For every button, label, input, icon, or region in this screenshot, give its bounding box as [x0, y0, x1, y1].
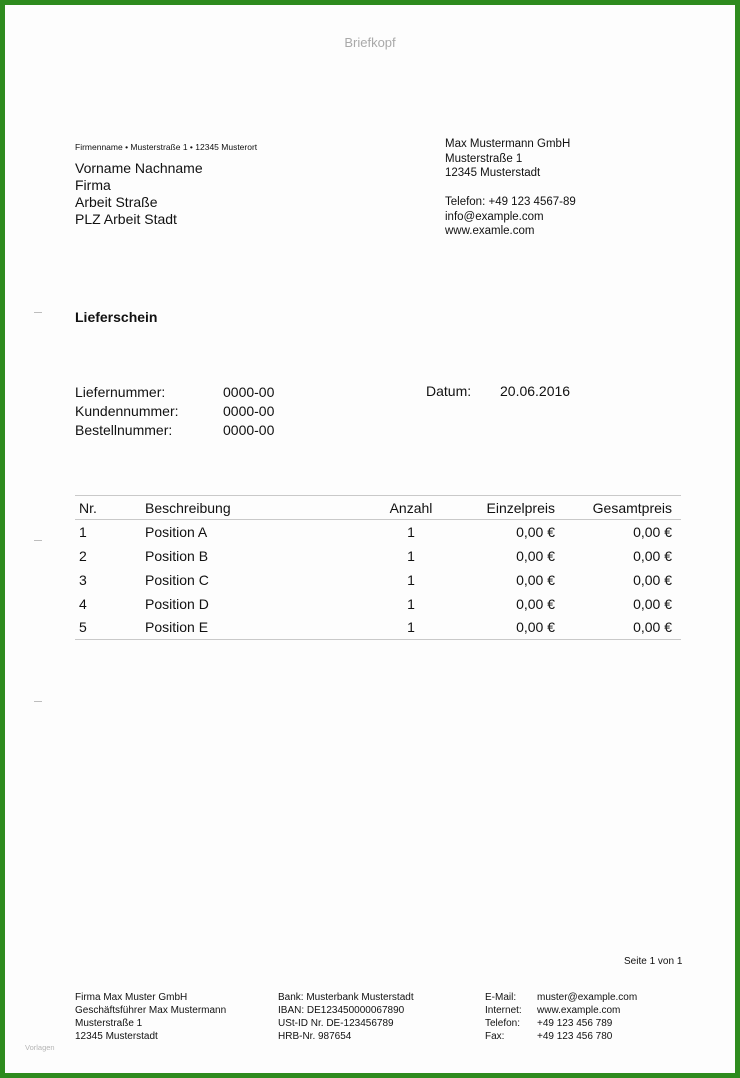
footer-contact-label: Fax:	[485, 1031, 505, 1042]
cell-total-price: 0,00 €	[561, 616, 681, 640]
recipient-street: Arbeit Straße	[75, 194, 158, 210]
footer-line: Firma Max Muster GmbH	[75, 992, 188, 1003]
cell-nr: 3	[79, 571, 87, 588]
meta-value: 0000-00	[223, 384, 275, 400]
date-value: 20.06.2016	[500, 383, 571, 399]
letterhead-placeholder: Briefkopf	[344, 35, 396, 50]
punch-mark	[34, 540, 42, 541]
recipient-company: Firma	[75, 177, 111, 193]
footer-company	[75, 991, 226, 1043]
cell-total-price: 0,00 €	[633, 523, 672, 540]
footer-line: 12345 Musterstadt	[75, 1031, 158, 1042]
recipient-address	[75, 160, 203, 228]
cell-description: Position E	[141, 616, 371, 640]
document-page	[5, 5, 735, 1073]
footer-contact-value: +49 123 456 789	[537, 1018, 613, 1029]
items-table	[75, 495, 681, 640]
footer-line: Bank: Musterbank Musterstadt	[278, 992, 414, 1003]
table-row	[75, 592, 681, 616]
footer-line: Geschäftsführer Max Mustermann	[75, 1005, 227, 1016]
fold-mark	[34, 312, 42, 313]
sender-return-line: Firmenname • Musterstraße 1 • 12345 Musterort	[75, 142, 258, 152]
cell-total-price: 0,00 €	[633, 571, 672, 588]
cell-unit-price: 0,00 €	[516, 571, 555, 588]
cell-quantity: 1	[407, 523, 415, 540]
cell-quantity: 1	[407, 571, 415, 588]
fold-mark	[34, 701, 42, 702]
meta-label: Bestellnummer:	[75, 422, 173, 438]
footer-line: HRB-Nr. 987654	[278, 1031, 352, 1042]
header-quantity: Anzahl	[371, 496, 451, 520]
meta-row	[75, 402, 274, 421]
cell-quantity: 1	[407, 595, 415, 612]
cell-nr: 5	[75, 616, 141, 640]
cell-nr: 1	[79, 523, 87, 540]
footer-contact-row	[485, 991, 637, 1004]
company-email: info@example.com	[445, 210, 544, 223]
meta-row	[75, 421, 274, 440]
footer-contact-label: Internet:	[485, 1005, 522, 1016]
header-nr: Nr.	[75, 496, 141, 520]
cell-total-price: 0,00 €	[633, 547, 672, 564]
cell-quantity: 1	[371, 616, 451, 640]
footer-line: IBAN: DE123450000067890	[278, 1005, 405, 1016]
meta-label: Liefernummer:	[75, 384, 166, 400]
cell-unit-price: 0,00 €	[451, 616, 561, 640]
company-info	[445, 137, 576, 239]
document-title: Lieferschein	[75, 309, 158, 325]
recipient-city: PLZ Arbeit Stadt	[75, 211, 177, 227]
footer-contact-row	[485, 1017, 637, 1030]
cell-description: Position B	[145, 547, 209, 564]
company-city: 12345 Musterstadt	[445, 167, 541, 179]
cell-unit-price: 0,00 €	[516, 595, 555, 612]
table-header-row	[75, 496, 681, 520]
company-web: www.examle.com	[445, 225, 535, 237]
cell-nr: 2	[79, 547, 87, 564]
table-row	[75, 616, 681, 640]
cell-nr: 4	[79, 595, 87, 612]
company-name: Max Mustermann GmbH	[445, 138, 571, 150]
document-meta	[75, 383, 274, 440]
footer-contact-value: muster@example.com	[537, 992, 638, 1003]
footer-line: Musterstraße 1	[75, 1018, 143, 1029]
cell-unit-price: 0,00 €	[516, 547, 555, 564]
footer-contact-value: +49 123 456 780	[537, 1031, 613, 1042]
footer-contact-value: www.example.com	[537, 1005, 621, 1016]
table-row	[75, 544, 681, 568]
table-row	[75, 520, 681, 544]
header-description: Beschreibung	[141, 496, 371, 520]
meta-label: Kundennummer:	[75, 403, 179, 419]
header-total-price: Gesamtpreis	[561, 496, 681, 520]
cell-quantity: 1	[407, 547, 415, 564]
cell-description: Position C	[145, 571, 209, 588]
header-unit-price: Einzelpreis	[451, 496, 561, 520]
company-street: Musterstraße 1	[445, 152, 523, 165]
meta-value: 0000-00	[223, 422, 275, 438]
meta-row	[75, 383, 274, 402]
footer-line: USt-ID Nr. DE-123456789	[278, 1018, 394, 1029]
footer-bank	[278, 991, 414, 1043]
page-number: Seite 1 von 1	[624, 956, 683, 967]
footer-contact-label: Telefon:	[485, 1018, 521, 1029]
cell-total-price: 0,00 €	[633, 595, 672, 612]
cell-description: Position D	[145, 595, 209, 612]
meta-value: 0000-00	[223, 403, 275, 419]
date-label: Datum:	[426, 383, 472, 399]
footer-contact-row	[485, 1030, 637, 1043]
draft-watermark: Vorlagen	[25, 1043, 55, 1052]
company-phone: Telefon: +49 123 4567-89	[445, 196, 576, 208]
recipient-name: Vorname Nachname	[75, 160, 203, 176]
footer-contact-label: E-Mail:	[485, 992, 517, 1003]
cell-description: Position A	[145, 523, 208, 540]
footer-contact-row	[485, 1004, 637, 1017]
cell-unit-price: 0,00 €	[516, 523, 555, 540]
footer-contact	[485, 991, 637, 1043]
table-row	[75, 568, 681, 592]
